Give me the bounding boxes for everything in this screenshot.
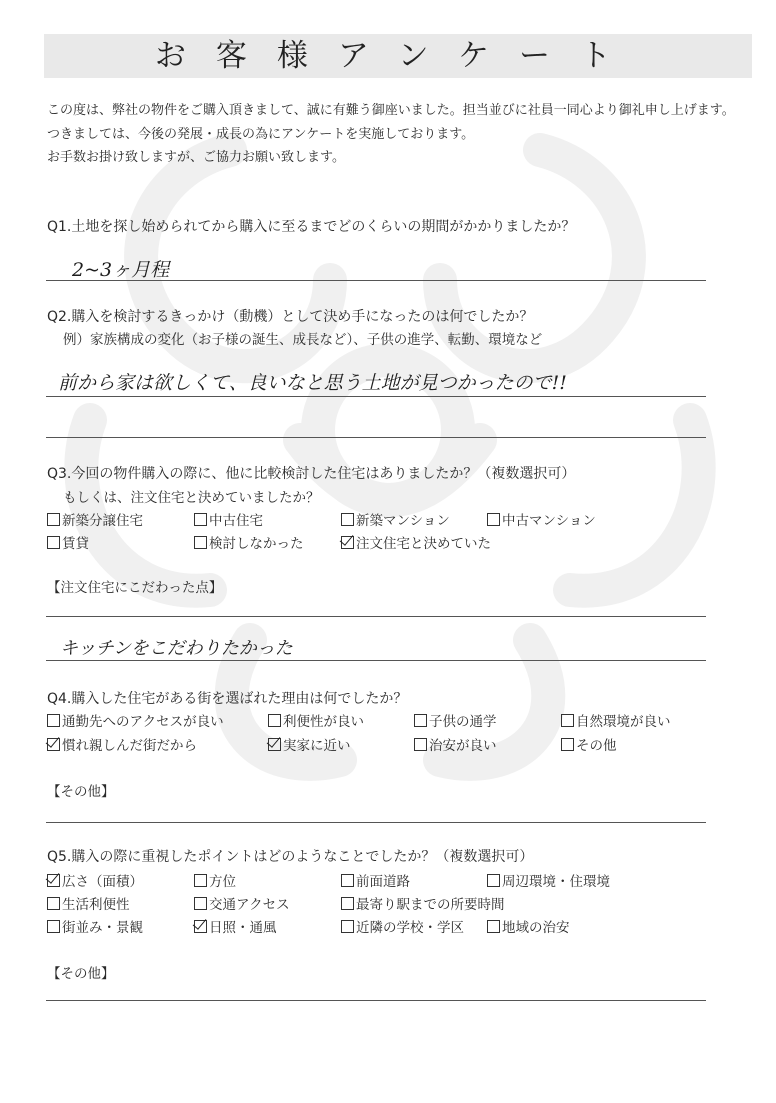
intro-line-3: お手数お掛け致しますが、ご協力お願い致します。 (47, 150, 345, 165)
q3-option-custom-home[interactable]: 注文住宅と決めていた (341, 532, 491, 552)
q4-option-other[interactable]: その他 (561, 734, 617, 754)
checkbox[interactable] (194, 874, 207, 887)
checkbox[interactable] (194, 897, 207, 910)
checkbox[interactable] (47, 897, 60, 910)
q4-option-commute[interactable]: 通勤先へのアクセスが良い (47, 710, 224, 730)
q5-option-townscape[interactable]: 街並み・景観 (47, 916, 143, 936)
q3-option-no-comparison[interactable]: 検討しなかった (194, 532, 304, 552)
checkbox[interactable] (487, 920, 500, 933)
checkbox[interactable] (487, 513, 500, 526)
q3-sub-label: 【注文住宅にこだわった点】 (47, 580, 223, 596)
q4-question: Q4.購入した住宅がある街を選ばれた理由は何でしたか？ (47, 691, 408, 707)
q3-option-used-house[interactable]: 中古住宅 (194, 509, 263, 529)
q1-answer[interactable]: 2~3ヶ月程 (72, 259, 170, 281)
q5-other-label: 【その他】 (47, 966, 115, 982)
q3-answer-line-2 (46, 660, 706, 661)
checkbox[interactable] (414, 714, 427, 727)
checkbox[interactable] (341, 513, 354, 526)
intro-line-1: この度は、弊社の物件をご購入頂きまして、誠に有難う御座いました。担当並びに社員一同心より御礼申し上げます。 (47, 103, 735, 118)
q2-example: 例）家族構成の変化（お子様の誕生、成長など）、子供の進学、転勤、環境など (63, 332, 543, 348)
q5-option-surroundings[interactable]: 周辺環境・住環境 (487, 870, 610, 890)
q2-answer-line-2 (46, 437, 706, 438)
checkbox[interactable] (561, 714, 574, 727)
checkbox[interactable] (194, 513, 207, 526)
q3-option-new-condo[interactable]: 新築マンション (341, 509, 450, 529)
checkbox[interactable] (47, 513, 60, 526)
q5-other-line (46, 1000, 706, 1001)
q5-option-front-road[interactable]: 前面道路 (341, 870, 410, 890)
q3-option-rental[interactable]: 賃貸 (47, 532, 89, 552)
q4-option-near-parents[interactable]: 実家に近い (268, 734, 351, 754)
checkbox-checked[interactable] (268, 738, 281, 751)
q5-question: Q5.購入の際に重視したポイントはどのようなことでしたか？（複数選択可） (47, 849, 534, 865)
q4-option-familiar-town[interactable]: 慣れ親しんだ街だから (47, 734, 197, 754)
q4-other-label: 【その他】 (47, 784, 115, 800)
checkbox-checked[interactable] (47, 738, 60, 751)
q4-option-nature[interactable]: 自然環境が良い (561, 710, 671, 730)
q5-option-station-time[interactable]: 最寄り駅までの所要時間 (341, 893, 505, 913)
q5-option-sunlight[interactable]: 日照・通風 (194, 916, 277, 936)
checkbox[interactable] (487, 874, 500, 887)
checkbox[interactable] (414, 738, 427, 751)
checkbox[interactable] (561, 738, 574, 751)
checkbox-checked[interactable] (47, 874, 60, 887)
q4-option-safety[interactable]: 治安が良い (414, 734, 497, 754)
q5-option-size[interactable]: 広さ（面積） (47, 870, 143, 890)
q4-other-line (46, 822, 706, 823)
checkbox-checked[interactable] (341, 536, 354, 549)
checkbox[interactable] (194, 536, 207, 549)
checkbox-checked[interactable] (194, 920, 207, 933)
checkbox[interactable] (47, 714, 60, 727)
q2-answer[interactable]: 前から家は欲しくて、良いなと思う土地が見つかったので!! (58, 372, 567, 394)
q3-sub-answer[interactable]: キッチンをこだわりたかった (60, 638, 293, 659)
q5-option-school-district[interactable]: 近隣の学校・学区 (341, 916, 464, 936)
checkbox[interactable] (341, 920, 354, 933)
q4-option-convenience[interactable]: 利便性が良い (268, 710, 364, 730)
q3-question-2: もしくは、注文住宅と決めていましたか？ (63, 490, 320, 506)
q5-option-area-safety[interactable]: 地域の治安 (487, 916, 570, 936)
q3-option-used-condo[interactable]: 中古マンション (487, 509, 596, 529)
checkbox[interactable] (47, 920, 60, 933)
q1-answer-line (46, 280, 706, 281)
q3-option-new-built[interactable]: 新築分譲住宅 (47, 509, 143, 529)
checkbox[interactable] (47, 536, 60, 549)
q2-answer-line-1 (46, 396, 706, 397)
checkbox[interactable] (341, 897, 354, 910)
q1-question: Q1.土地を探し始められてから購入に至るまでどのくらいの期間がかかりましたか？ (47, 219, 576, 235)
q3-question: Q3.今回の物件購入の際に、他に比較検討した住宅はありましたか？（複数選択可） (47, 466, 576, 482)
q3-answer-line-1 (46, 616, 706, 617)
intro-line-2: つきましては、今後の発展・成長の為にアンケートを実施しております。 (47, 127, 475, 142)
q5-option-transport[interactable]: 交通アクセス (194, 893, 290, 913)
page-title: お客様アンケート (154, 38, 642, 74)
q4-option-school[interactable]: 子供の通学 (414, 710, 497, 730)
q5-option-direction[interactable]: 方位 (194, 870, 236, 890)
q5-option-living-convenience[interactable]: 生活利便性 (47, 893, 130, 913)
checkbox[interactable] (341, 874, 354, 887)
checkbox[interactable] (268, 714, 281, 727)
q2-question: Q2.購入を検討するきっかけ（動機）として決め手になったのは何でしたか？ (47, 309, 534, 325)
